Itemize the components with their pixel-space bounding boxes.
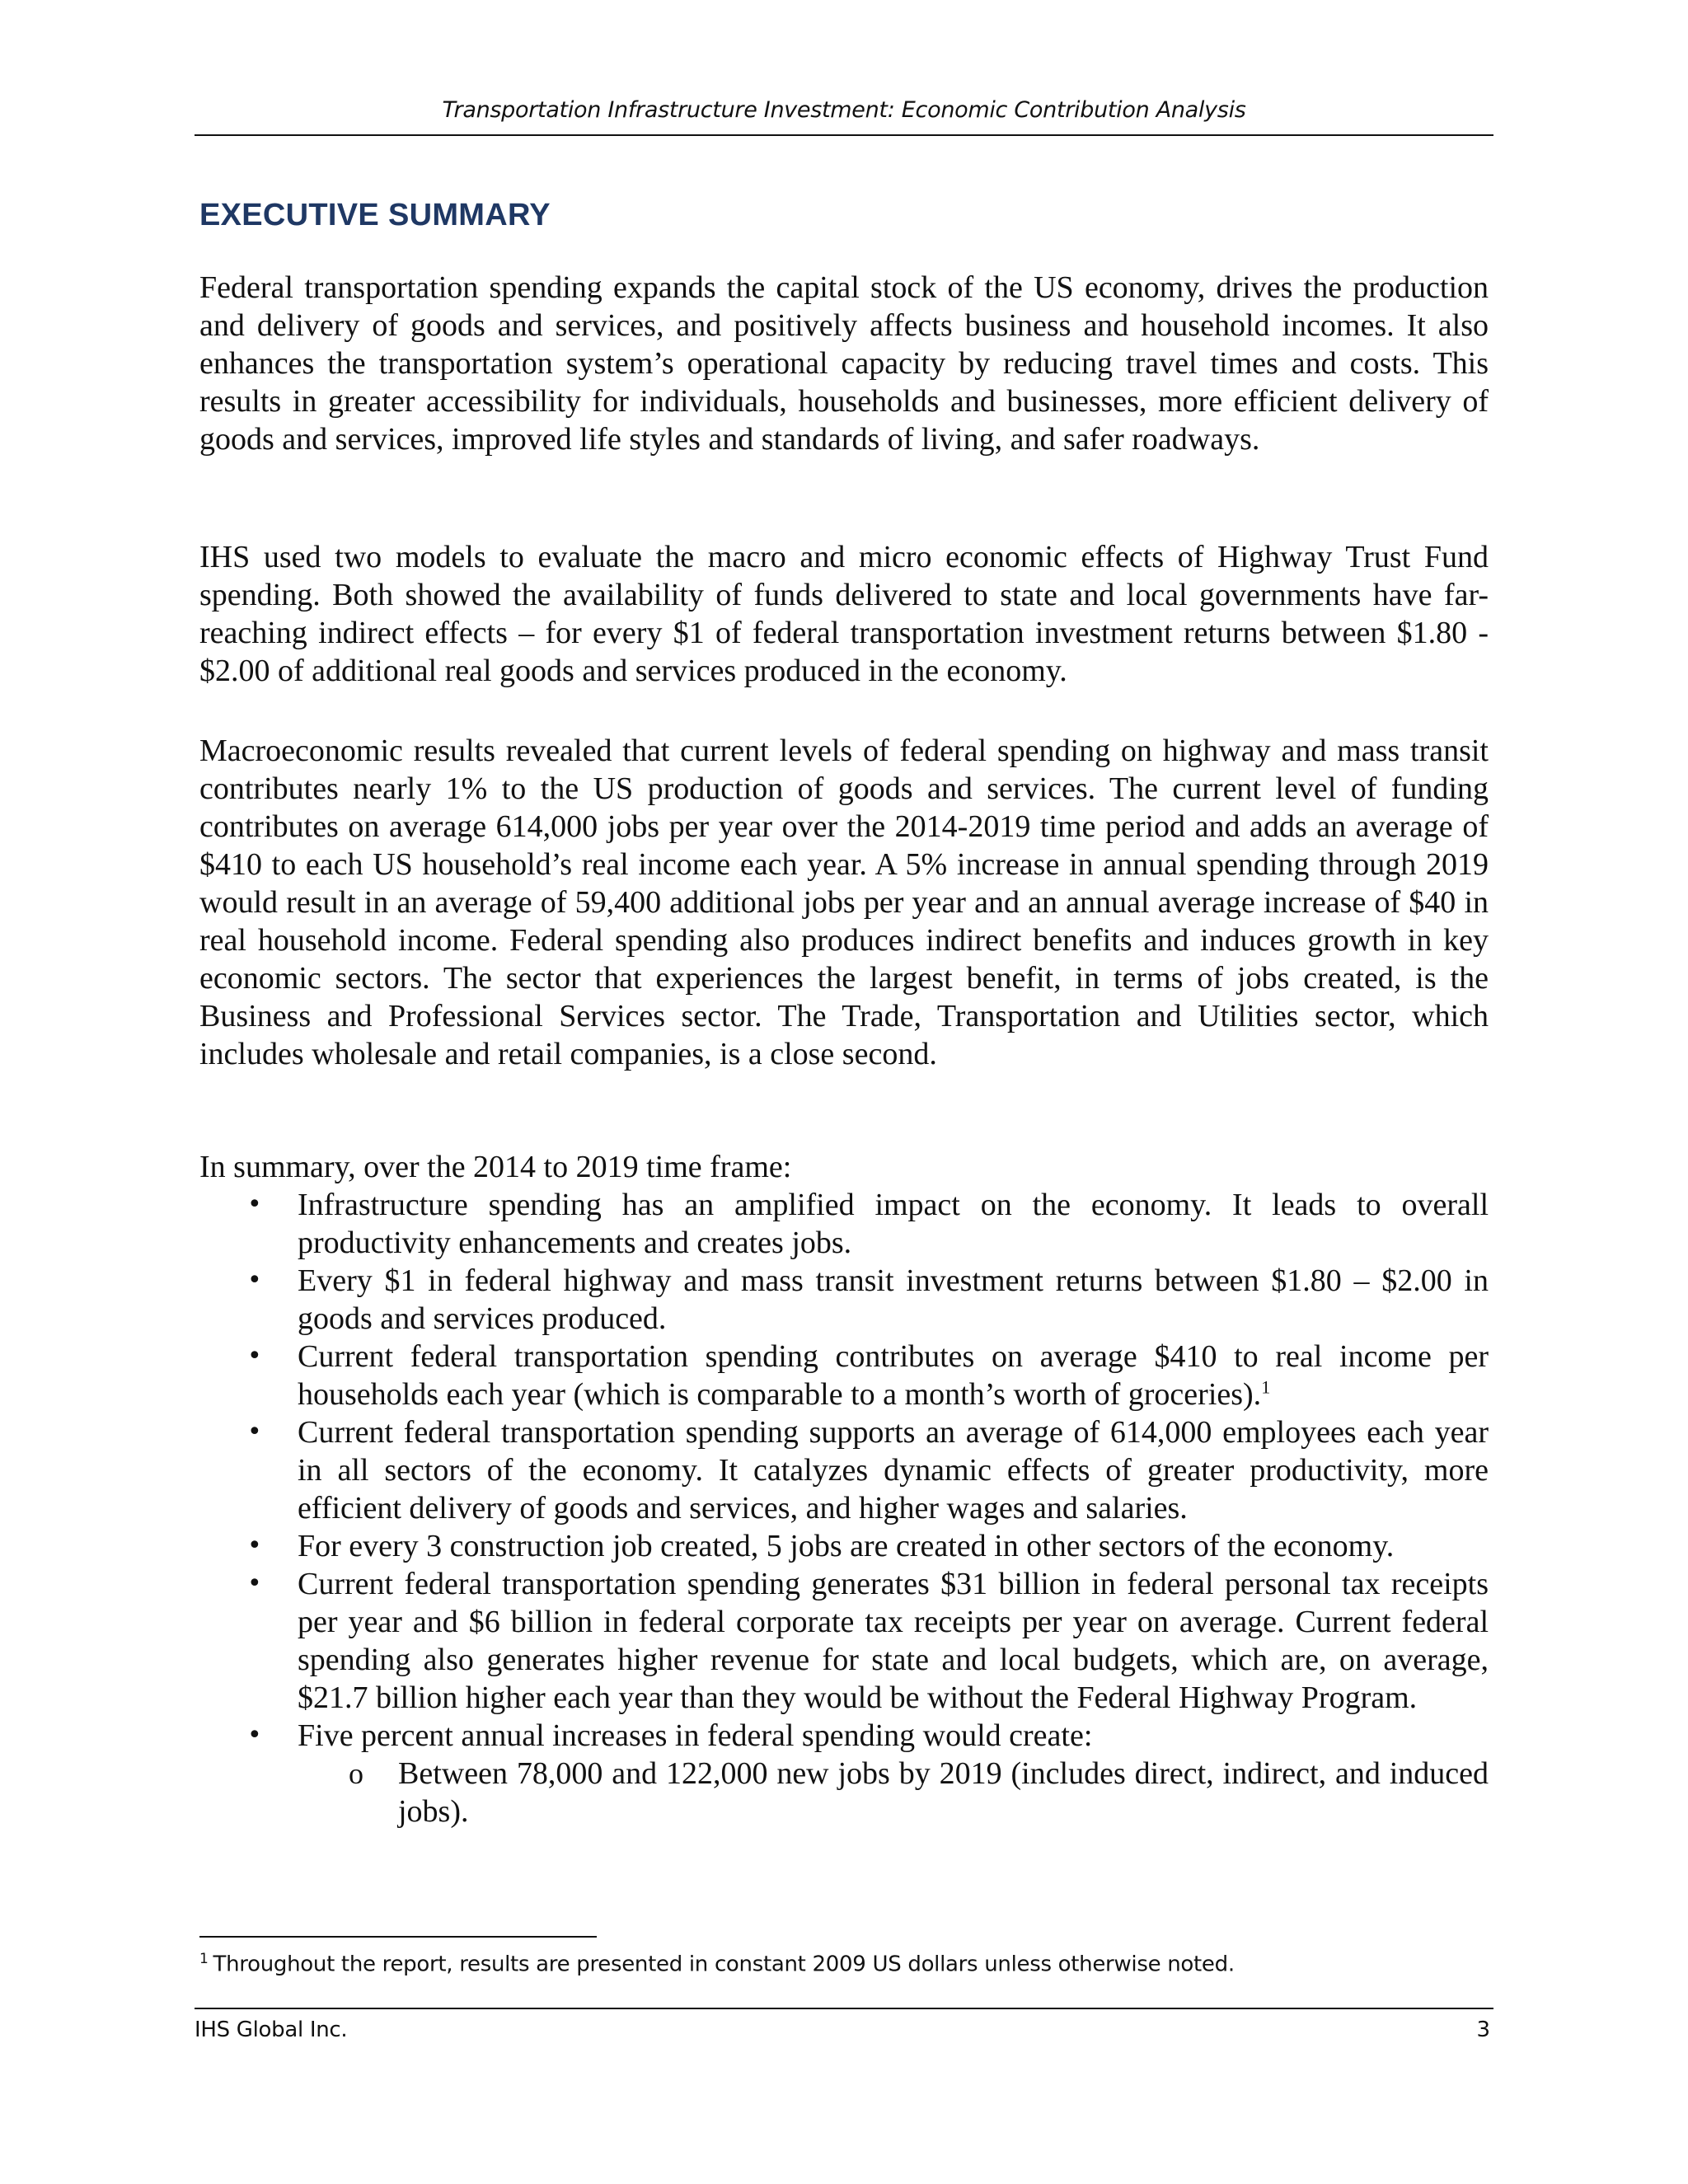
footer-rule xyxy=(195,2008,1493,2009)
footnote-separator xyxy=(199,1936,597,1938)
footnote xyxy=(199,1951,1235,1977)
bullet-icon: • xyxy=(247,1531,262,1560)
section-heading: EXECUTIVE SUMMARY xyxy=(199,198,551,232)
hollow-bullet-icon: o xyxy=(349,1757,363,1790)
page-number: 3 xyxy=(1476,2018,1490,2042)
list-item xyxy=(199,1413,1489,1527)
bullet-icon: • xyxy=(247,1418,262,1446)
bullet-icon: • xyxy=(247,1266,262,1295)
footnote-reference[interactable]: 1 xyxy=(1261,1376,1271,1398)
list-item xyxy=(199,1565,1489,1717)
list-item xyxy=(199,1186,1489,1262)
summary-bullet-list xyxy=(199,1186,1489,1830)
footer-publisher: IHS Global Inc. xyxy=(195,2018,348,2042)
header-rule xyxy=(195,134,1493,136)
paragraph-macroeconomic: Macroeconomic results revealed that current levels of federal spending on highway and mass transit contributes nearly 1% to the US production of goods and services. The current level of funding contributes on average 614,000 jobs per year over the 2014-2019 time period and adds an average of $410 to each US household’s real income each year. A 5% increase in annual spending through 2019 would result in an average of 59,400 additional jobs per year and an annual average increase of $40 in real household income. Federal spending also produces indirect benefits and induces growth in key economic sectors. The sector that experiences the largest benefit, in terms of jobs created, is the Business and Professional Services sector. The Trade, Transportation and Utilities sector, which includes wholesale and retail companies, is a close second. xyxy=(199,733,1489,1071)
summary-intro: In summary, over the 2014 to 2019 time frame: xyxy=(199,1150,792,1184)
footnote-text: Throughout the report, results are presented in constant 2009 US dollars unless otherwise noted. xyxy=(213,1952,1235,1977)
list-item-text: Current federal transportation spending generates $31 billion in federal personal tax receipts per year and $6 billion in federal corporate tax receipts per year on average. Current federal spending also generates higher revenue for state and local budgets, which are, on average, $21.7 billion higher each year than they would be without the Federal Highway Program. xyxy=(298,1567,1489,1715)
bullet-icon: • xyxy=(247,1721,262,1750)
list-item-text: Current federal transportation spending supports an average of 614,000 employees each year in all sectors of the economy. It catalyzes dynamic effects of greater productivity, more efficient delivery of goods and services, and higher wages and salaries. xyxy=(298,1415,1489,1526)
list-item-text: Every $1 in federal highway and mass transit investment returns between $1.80 – $2.00 in goods and services produced. xyxy=(298,1263,1489,1336)
sub-list-item-text: Between 78,000 and 122,000 new jobs by 2019 (includes direct, indirect, and induced jobs). xyxy=(398,1756,1489,1829)
footnote-number: 1 xyxy=(199,1951,209,1967)
list-item xyxy=(199,1527,1489,1565)
list-item-text: For every 3 construction job created, 5 jobs are created in other sectors of the economy. xyxy=(298,1529,1395,1563)
list-item-text: Infrastructure spending has an amplified impact on the economy. It leads to overall productivity enhancements and creates jobs. xyxy=(298,1188,1489,1260)
sub-bullet-list xyxy=(298,1755,1489,1830)
paragraph-intro: Federal transportation spending expands the capital stock of the US economy, drives the production and delivery of goods and services, and positively affects business and household incomes. It also enhances the transportation system’s operational capacity by reducing travel times and costs. This results in greater accessibility for individuals, households and businesses, more efficient delivery of goods and services, improved life styles and standards of living, and safer roadways. xyxy=(199,270,1489,457)
list-item-text: Five percent annual increases in federal spending would create: xyxy=(298,1718,1093,1753)
sub-list-item xyxy=(298,1755,1489,1830)
list-item xyxy=(199,1262,1489,1338)
running-header: Transportation Infrastructure Investment: Economic Contribution Analysis xyxy=(442,97,1246,123)
list-item xyxy=(199,1338,1489,1413)
list-item xyxy=(199,1717,1489,1830)
bullet-icon: • xyxy=(247,1342,262,1371)
bullet-icon: • xyxy=(247,1190,262,1219)
list-item-text: Current federal transportation spending contributes on average $410 to real income per households each year (which is comparable to a month’s worth of groceries). xyxy=(298,1339,1489,1412)
paragraph-models: IHS used two models to evaluate the macro and micro economic effects of Highway Trust Fund spending. Both showed the availability of funds delivered to state and local governments have far-reaching indirect effects – for every $1 of federal transportation investment returns between $1.80 - $2.00 of additional real goods and services produced in the economy. xyxy=(199,540,1489,688)
bullet-icon: • xyxy=(247,1569,262,1598)
